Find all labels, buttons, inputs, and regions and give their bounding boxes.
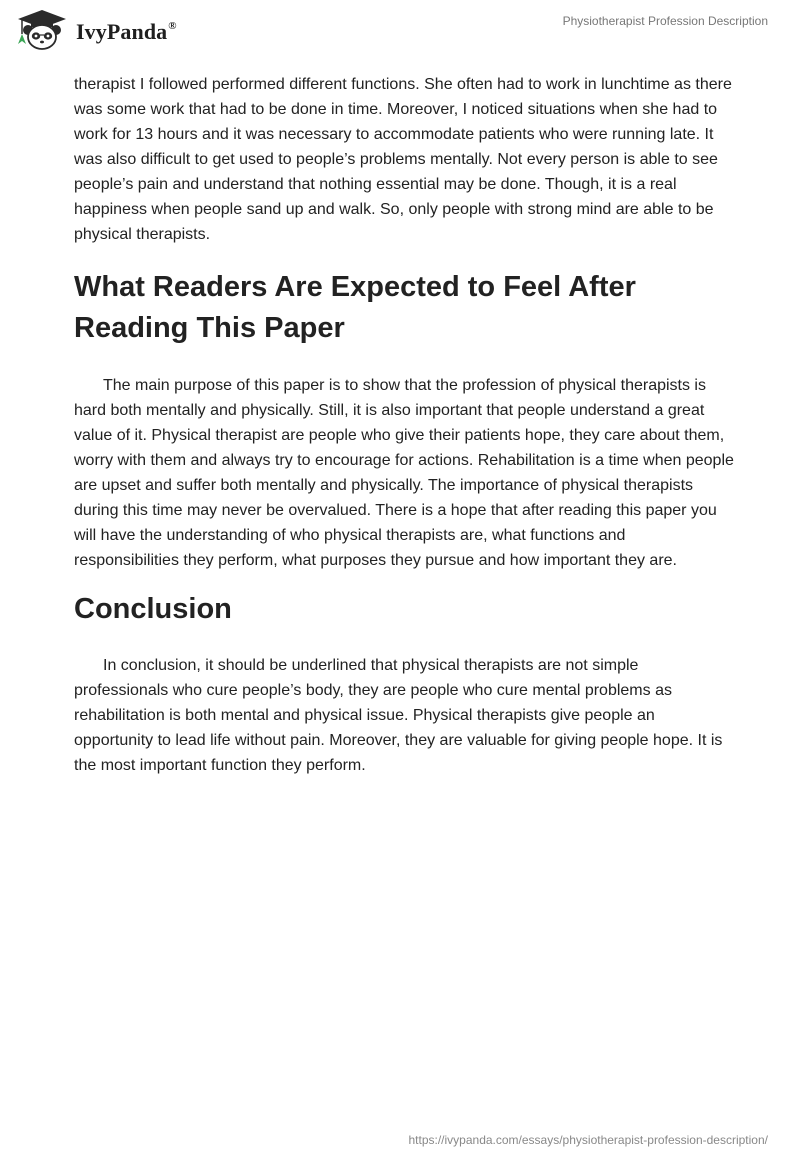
intro-paragraph: therapist I followed performed different functions. She often had to work in lunchtime as there was some work that had to be done in time. Moreover, I noticed situations when she had to work for 13 hours and it was necessary to accommodate patients who were running late. It was also difficult to get used to people’s problems mentally. Not every person is able to see people’s pain and understand that nothing essential may be done. Though, it is a real happiness when people sand up and walk. So, only people with strong mind are able to be physical therapists. [74, 76, 732, 243]
panda-mascot-icon [14, 8, 70, 52]
source-url-link[interactable]: https://ivypanda.com/essays/physiotherapist-profession-description/ [408, 1133, 768, 1147]
section-paragraph-readers: The main purpose of this paper is to show that the profession of physical therapists is hard both mentally and physically. Still, it is also important that people understand a great value of it. Physical therapist are people who give their patients hope, they care about them, worry with them and always try to encourage for actions. Rehabilitation is a time when people are upset and suffer both mentally and physically. The importance of physical therapists during this time may never be overvalued. There is a hope that after reading this paper you will have the understanding of who physical therapists are, what functions and responsibilities they perform, what purposes they pursue and how important they are. [74, 377, 734, 569]
section-paragraph-conclusion: In conclusion, it should be underlined that physical therapists are not simple professionals who cure people’s body, they are people who cure mental problems as rehabilitation is both mental and physical issue. Physical therapists give people an opportunity to lead life without pain. Moreover, they are valuable for giving people hope. It is the most important function they perform. [74, 657, 723, 774]
essay-content [74, 72, 734, 778]
page-header [0, 0, 800, 60]
document-title: Physiotherapist Profession Description [562, 14, 768, 28]
section-heading-readers: What Readers Are Expected to Feel After Reading This Paper [74, 271, 636, 344]
registered-mark: ® [168, 19, 177, 32]
ivypanda-logo[interactable] [14, 8, 177, 52]
brand-name: IvyPanda® [76, 19, 177, 44]
section-heading-conclusion: Conclusion [74, 593, 232, 625]
